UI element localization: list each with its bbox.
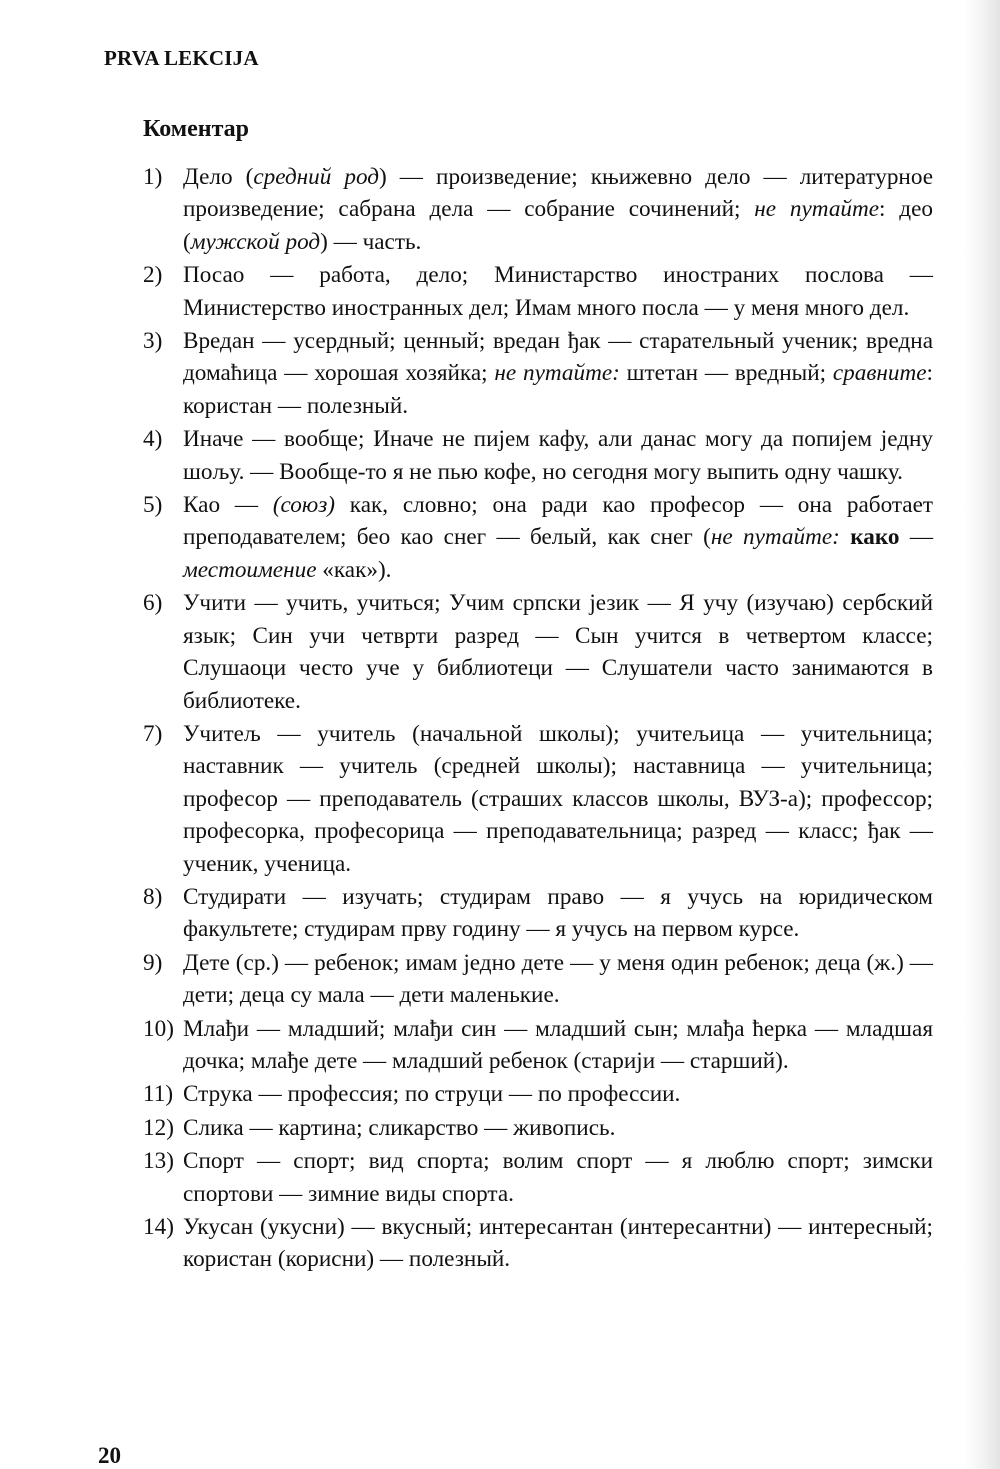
entry-text-segment: местоимение bbox=[183, 556, 317, 583]
entry-text-segment: Укусан (укусни) — вкусный; интересантан (интересантни) — интересный; користан (корисни) — полезный. bbox=[183, 1214, 933, 1273]
commentary-entry bbox=[143, 1145, 933, 1210]
entry-number: 5) bbox=[143, 492, 163, 519]
entry-text-segment: Слика — картина; сликарство — живопись. bbox=[183, 1114, 616, 1141]
commentary-entry bbox=[143, 718, 933, 880]
commentary-entry bbox=[143, 881, 933, 946]
entry-text-segment: Као — bbox=[183, 492, 273, 519]
commentary-entry bbox=[143, 325, 933, 422]
commentary-entry bbox=[143, 489, 933, 586]
entry-number: 4) bbox=[143, 426, 163, 453]
entry-number: 11) bbox=[143, 1081, 174, 1108]
commentary-entry bbox=[143, 587, 933, 717]
commentary-entry bbox=[143, 423, 933, 488]
entry-text-segment: ) — часть. bbox=[320, 228, 422, 255]
entry-text-segment: Дете (ср.) — ребенок; имам једно дете — у меня один ребенок; деца (ж.) — дети; деца су мала — дети маленькие. bbox=[183, 949, 933, 1009]
entry-text-segment: : користан — полезный. bbox=[183, 360, 933, 419]
entry-text-segment: сравните bbox=[832, 360, 927, 387]
commentary-entry bbox=[143, 259, 933, 324]
entry-text-segment: как, словно; она ради као професор — она работает преподавателем; бео као снег — белый, как снег ( bbox=[183, 492, 933, 551]
entry-number: 3) bbox=[143, 328, 163, 355]
entry-text-segment: Посао — работа, дело; Министарство иностраних послова — Министерство иностранных дел; Имам много посла — у меня много дел. bbox=[183, 262, 933, 321]
entry-number: 14) bbox=[143, 1214, 174, 1240]
commentary-entry bbox=[143, 161, 933, 258]
entry-number: 1) bbox=[143, 164, 163, 190]
entry-text-segment: (союз) bbox=[272, 492, 335, 519]
entry-text-segment bbox=[840, 524, 850, 550]
entry-text-segment: средний род bbox=[253, 164, 380, 190]
running-head: PRVA LEKCIJA bbox=[104, 46, 259, 70]
entry-text-segment: не путайте bbox=[754, 196, 880, 223]
commentary-entry bbox=[143, 1078, 933, 1110]
page-number: 20 bbox=[98, 1443, 121, 1468]
entry-text-segment: «как»). bbox=[316, 556, 392, 583]
entry-text-segment: Млађи — младший; млађи син — младший сын; млађа ћерка — младшая дочка; млађе дете — младший ребенок (старији — старший). bbox=[183, 1015, 933, 1074]
entry-number: 13) bbox=[143, 1148, 174, 1175]
entry-text-segment: ) — произведение; књижевно дело — литературное произведение; сабрана дела — собрание сочинений; bbox=[183, 164, 933, 223]
entry-number: 7) bbox=[143, 720, 163, 747]
entry-text-segment: — bbox=[899, 524, 934, 551]
commentary-list bbox=[143, 161, 933, 1277]
entry-text-segment: Иначе — вообще; Иначе не пијем кафу, али данас могу да попијем једну шољу. — Вообще-то я не пью кофе, но сегодня могу выпить одну чашку. bbox=[183, 426, 933, 485]
commentary-entry bbox=[143, 1211, 933, 1276]
entry-number: 6) bbox=[143, 590, 163, 617]
entry-text-segment: : део ( bbox=[183, 196, 933, 255]
entry-number: 10) bbox=[143, 1015, 174, 1042]
entry-text-segment: Дело ( bbox=[183, 164, 254, 190]
entry-text-segment: штетан — вредный; bbox=[619, 360, 833, 387]
entry-text-segment: Студирати — изучать; студирам право — я учусь на юридическом факультете; студирам прву годину — я учусь на первом курсе. bbox=[183, 883, 933, 943]
entry-number: 8) bbox=[143, 883, 163, 910]
entry-text-segment: Спорт — спорт; вид спорта; волим спорт — я люблю спорт; зимски спортови — зимние виды спорта. bbox=[183, 1148, 933, 1207]
entry-text-segment: како bbox=[850, 524, 900, 551]
entry-text-segment: Учитељ — учитель (начальной школы); учитељица — учительница; наставник — учитель (средней школы); наставница — учительница; професор — преподаватель (страших классов школы, ВУЗ-а); профессор; професорка, професорица — преподавательница; разред — класс; ђак — ученик, ученица. bbox=[183, 720, 933, 877]
entry-text-segment: не путайте: bbox=[710, 524, 840, 551]
entry-text-segment: мужской род bbox=[190, 228, 321, 255]
commentary-entry bbox=[143, 947, 933, 1012]
entry-text-segment: Вредан — усердный; ценный; вредан ђак — старательный ученик; вредна домаћица — хорошая хозяйка; bbox=[183, 328, 933, 387]
entry-text-segment: не путайте: bbox=[494, 360, 620, 387]
entry-number: 9) bbox=[143, 949, 163, 976]
section-title: Коментар bbox=[143, 116, 250, 142]
commentary-entry bbox=[143, 1112, 933, 1144]
entry-text-segment: Учити — учить, учиться; Учим српски језик — Я учу (изучаю) сербский язык; Син учи четврти разред — Сын учится в четвертом классе; Слушаоци често уче у библиотеци — Слушатели часто занимаются в библиотеке. bbox=[183, 590, 933, 714]
entry-number: 12) bbox=[143, 1114, 174, 1141]
entry-number: 2) bbox=[143, 262, 163, 289]
entry-text-segment: Струка — профессия; по струци — по профессии. bbox=[183, 1081, 681, 1108]
commentary-entry bbox=[143, 1013, 933, 1078]
page-spine-shadow bbox=[964, 0, 1000, 1469]
